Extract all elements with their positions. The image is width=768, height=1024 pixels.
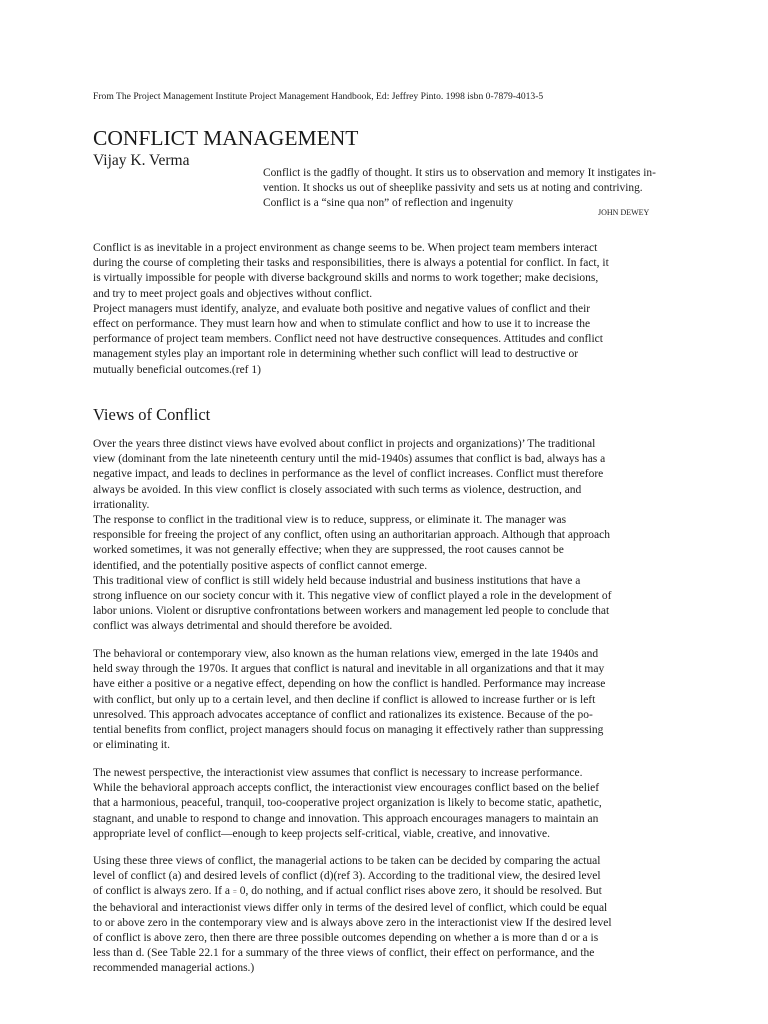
document-title: CONFLICT MANAGEMENT xyxy=(93,126,359,150)
text-line: Over the years three distinct views have evolved about conflict in projects and organizations)’ The traditional xyxy=(93,438,596,450)
text-line: held sway through the 1970s. It argues that conflict is natural and inevitable in all organizations and that it may xyxy=(93,663,605,676)
text-line: always be avoided. In this view conflict is closely associated with such terms as violence, destruction, and xyxy=(93,483,582,496)
equals-sign: = xyxy=(232,888,237,897)
text-line: less than d. (See Table 22.1 for a summary of the three views of conflict, their effect on performance, and the xyxy=(93,947,595,960)
traditional-view-paragraph xyxy=(93,437,683,635)
text-line: to or above zero in the contemporary view and is always above zero in the interactionist view If the desired level xyxy=(93,916,612,929)
text-line: worked sometimes, it was not generally effective; when they are suppressed, the root causes cannot be xyxy=(93,544,564,557)
text-line: This traditional view of conflict is still widely held because industrial and business institutions that have a xyxy=(93,574,581,587)
text-line: identified, and the potentially positive aspects of conflict cannot emerge. xyxy=(93,559,428,572)
text-line: effect on performance. They must learn how and when to stimulate conflict and how to use it to increase the xyxy=(93,318,591,331)
text-line: tential benefits from conflict, project managers should focus on managing it effectively rather than suppressing xyxy=(93,724,604,737)
text-line: and try to meet project goals and objectives without conflict. xyxy=(93,287,373,300)
epigraph-line: Conflict is the gadfly of thought. It stirs us to observation and memory It instigates in- xyxy=(263,167,656,179)
text-line: conflict was always detrimental and should therefore be avoided. xyxy=(93,620,393,633)
epigraph-quote xyxy=(263,166,663,211)
text-line: during the course of completing their tasks and responsibilities, there is always a potential for conflict. In fact, it xyxy=(93,257,609,270)
interactionist-view-paragraph xyxy=(93,766,683,842)
text-line: management styles play an important role in determining whether such conflict will lead to destructive or xyxy=(93,348,579,361)
text-line xyxy=(93,884,683,900)
text-line: negative impact, and leads to declines in performance as the level of conflict increases. Conflict must therefore xyxy=(93,468,604,481)
text-line: While the behavioral approach accepts conflict, the interactionist view encourages conflict based on the belief xyxy=(93,782,600,795)
text-line: The response to conflict in the traditional view is to reduce, suppress, or eliminate it. The manager was xyxy=(93,514,567,527)
text-line: or eliminating it. xyxy=(93,739,170,752)
text-line: The newest perspective, the interactionist view assumes that conflict is necessary to increase performance. xyxy=(93,767,583,779)
text-line: The behavioral or contemporary view, also known as the human relations view, emerged in the late 1940s and xyxy=(93,648,599,660)
text-line: Using these three views of conflict, the managerial actions to be taken can be decided by comparing the actual xyxy=(93,855,601,867)
text-line: strong influence on our society concur with it. This negative view of conflict played a role in the development of xyxy=(93,590,612,603)
section-heading: Views of Conflict xyxy=(93,405,211,424)
text-line: mutually beneficial outcomes.(ref 1) xyxy=(93,363,261,376)
text-line: with conflict, but only up to a certain level, and then decline if conflict is allowed to increase further or is left xyxy=(93,693,596,706)
text-line: have either a positive or a negative effect, depending on how the conflict is handled. Performance may increase xyxy=(93,678,606,691)
text-line: that a harmonious, peaceful, tranquil, too-cooperative project organization is likely to become static, apathetic, xyxy=(93,797,602,810)
text-segment: of conflict is always zero. If a xyxy=(93,885,233,898)
text-line: Project managers must identify, analyze, and evaluate both positive and negative values of conflict and their xyxy=(93,302,591,315)
managerial-actions-paragraph xyxy=(93,854,683,977)
epigraph-line: vention. It shocks us out of sheeplike passivity and sets us at noting and contriving. xyxy=(263,182,643,194)
text-line: the behavioral and interactionist views differ only in terms of the desired level of conflict, which could be equal xyxy=(93,901,608,914)
text-line: of conflict is above zero, then there are three possible outcomes depending on whether a is more than d or a is xyxy=(93,932,599,945)
source-citation: From The Project Management Institute Project Management Handbook, Ed: Jeffrey Pinto. 1998 isbn 0-7879-4013-5 xyxy=(93,91,544,102)
text-line: unresolved. This approach advocates acceptance of conflict and rationalizes its existence. Because of the po- xyxy=(93,708,593,721)
text-line: level of conflict (a) and desired levels of conflict (d)(ref 3). According to the traditional view, the desired level xyxy=(93,870,601,883)
text-line: performance of project team members. Conflict need not have destructive consequences. Attitudes and conflict xyxy=(93,333,603,346)
text-line: appropriate level of conflict—enough to keep projects self-critical, viable, creative, and innovative. xyxy=(93,827,550,840)
text-line: labor unions. Violent or disruptive confrontations between workers and management led people to conclude that xyxy=(93,605,610,618)
text-segment: 0, do nothing, and if actual conflict rises above zero, it should be resolved. But xyxy=(236,885,602,898)
author-name: Vijay K. Verma xyxy=(93,152,190,169)
text-line: recommended managerial actions.) xyxy=(93,962,255,975)
text-line: irrationality. xyxy=(93,498,150,511)
text-line: view (dominant from the late nineteenth century until the mid-1940s) assumes that conflict is bad, always has a xyxy=(93,453,606,466)
epigraph-attribution: JOHN DEWEY xyxy=(598,208,650,217)
text-line: is virtually impossible for people with diverse background skills and norms to work together; make decisions, xyxy=(93,272,599,285)
epigraph-line: Conflict is a “sine qua non” of reflection and ingenuity xyxy=(263,197,514,209)
text-line: Conflict is as inevitable in a project environment as change seems to be. When project team members interact xyxy=(93,242,598,254)
text-line: stagnant, and unable to respond to change and innovation. This approach encourages managers to maintain an xyxy=(93,812,599,825)
behavioral-view-paragraph xyxy=(93,647,683,753)
text-line: responsible for freeing the project of any conflict, often using an authoritarian approach. Although that approach xyxy=(93,529,611,542)
intro-paragraph xyxy=(93,241,683,378)
